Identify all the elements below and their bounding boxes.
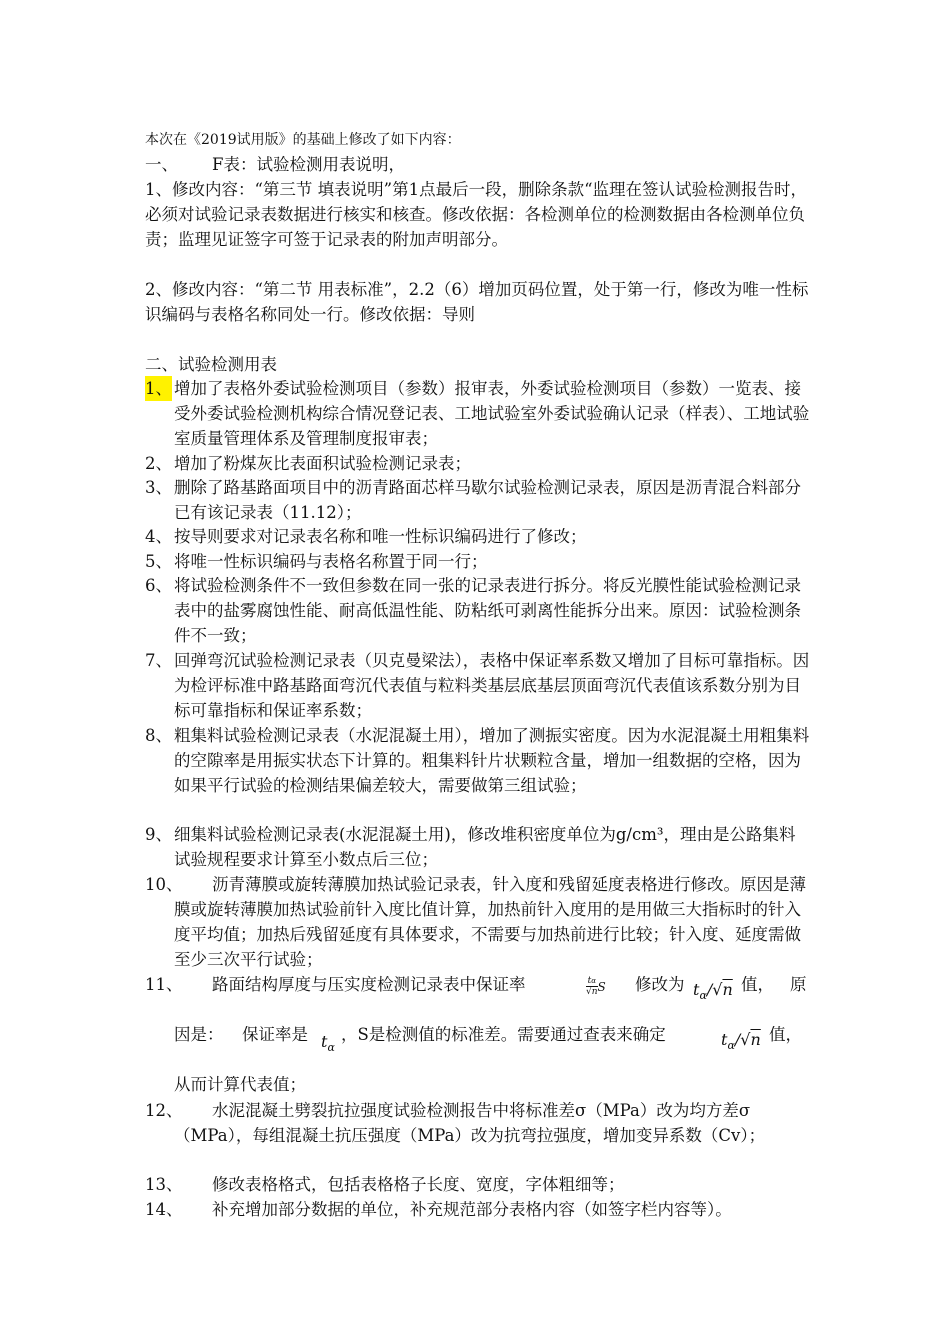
section2-item-13: 13、 修改表格格式，包括表格格子长度、宽度，字体粗细等； xyxy=(145,1175,625,1194)
formula-ta: $t_\alpha$ xyxy=(321,1032,335,1054)
section2-item-3: 3、 删除了路基路面项目中的沥青路面芯样马歇尔试验检测记录表，原因是沥青混合料部分已有该记录表（11.12）； xyxy=(145,478,801,522)
section2-item-10: 10、 沥青薄膜或旋转薄膜加热试验记录表，针入度和残留延度表格进行修改。原因是薄膜或旋转薄膜加热试验前针入度比值计算，加热前针入度用的是用做三大指标时的针入度平均值；加热后残留延度有具体要求，不需要与加热前进行比较；针入度、延度需做至少三次平行试验； xyxy=(145,875,806,969)
section2-item-11: 11、 路面结构厚度与压实度检测记录表中保证率 $\frac{t\alpha}{√n}$ S 修改为 $t_\alpha/√n$ 值， 原 因是： 保证率是 $t_\alpha$ ，S是检测值的标准差。需要通过查表来确定 $t_\alpha/√n$ 值， 从而计算代表值； xyxy=(145,975,807,1094)
highlight-marker: 1、 xyxy=(145,376,172,401)
section1-heading: 一、 F表：试验检测用表说明， xyxy=(145,155,405,174)
section2-item-7: 7、 回弹弯沉试验检测记录表（贝克曼梁法），表格中保证率系数又增加了目标可靠指标。因为检评标准中路基路面弯沉代表值与粒料类基层底基层顶面弯沉代表值该系数分别为目标可靠指标和保证率系数； xyxy=(145,651,810,720)
section2-item-14: 14、 补充增加部分数据的单位，补充规范部分表格内容（如签字栏内容等）。 xyxy=(145,1200,732,1219)
section2-item-4: 4、 按导则要求对记录表名称和唯一性标识编码进行了修改； xyxy=(145,527,587,546)
section1-item-1: 1、修改内容：“第三节 填表说明”第1点最后一段，删除条款“监理在签认试验检测报告时，必须对试验记录表数据进行核实和核查。修改依据：各检测单位的检测数据由各检测单位负责；监理见证签字可签于记录表的附加声明部分。 xyxy=(145,180,808,249)
formula-ta-over-sqrt-n-times-s: $\frac{t\alpha}{√n}$ S xyxy=(586,976,606,997)
section2-item-8: 8、 粗集料试验检测记录表（水泥混凝土用），增加了测振实密度。因为水泥混凝土用粗集料的空隙率是用振实状态下计算的。粗集料针片状颗粒含量，增加一组数据的空格，因为如果平行试验的检测结果偏差较大，需要做第三组试验； xyxy=(145,726,810,795)
section2-item-2: 2、 增加了粉煤灰比表面积试验检测记录表； xyxy=(145,454,471,473)
section2-item-9: 9、 细集料试验检测记录表(水泥混凝土用)，修改堆积密度单位为g/cm³，理由是公路集料试验规程要求计算至小数点后三位； xyxy=(145,825,796,869)
formula-ta-slash-sqrt-n: $t_\alpha/√n$ xyxy=(693,980,733,1002)
section2-item-5: 5、 将唯一性标识编码与表格名称置于同一行； xyxy=(145,552,488,571)
formula-ta-slash-sqrt-n-2: $t_\alpha/√n$ xyxy=(721,1030,761,1052)
section2-item-12: 12、 水泥混凝土劈裂抗拉强度试验检测报告中将标准差σ（MPa）改为均方差σ（MPa），每组混凝土抗压强度（MPa）改为抗弯拉强度，增加变异系数（Cv）； xyxy=(145,1101,766,1145)
section2-item-6: 6、 将试验检测条件不一致但参数在同一张的记录表进行拆分。将反光膜性能试验检测记录表中的盐雾腐蚀性能、耐高低温性能、防粘纸可剥离性能拆分出来。原因：试验检测条件不一致； xyxy=(145,576,801,645)
section1-item-2: 2、修改内容：“第二节 用表标准”，2.2（6）增加页码位置，处于第一行，修改为唯一性标识编码与表格名称同处一行。修改依据：导则 xyxy=(145,280,809,324)
section2-item-1: 1、 增加了表格外委试验检测项目（参数）报审表，外委试验检测项目（参数）一览表、接受外委试验检测机构综合情况登记表、工地试验室外委试验确认记录（样表）、工地试验室质量管理体系及管理制度报审表； xyxy=(145,376,810,451)
section2-heading: 二、试验检测用表 xyxy=(145,355,277,374)
intro-line: 本次在《2019试用版》的基础上修改了如下内容： xyxy=(145,132,461,148)
